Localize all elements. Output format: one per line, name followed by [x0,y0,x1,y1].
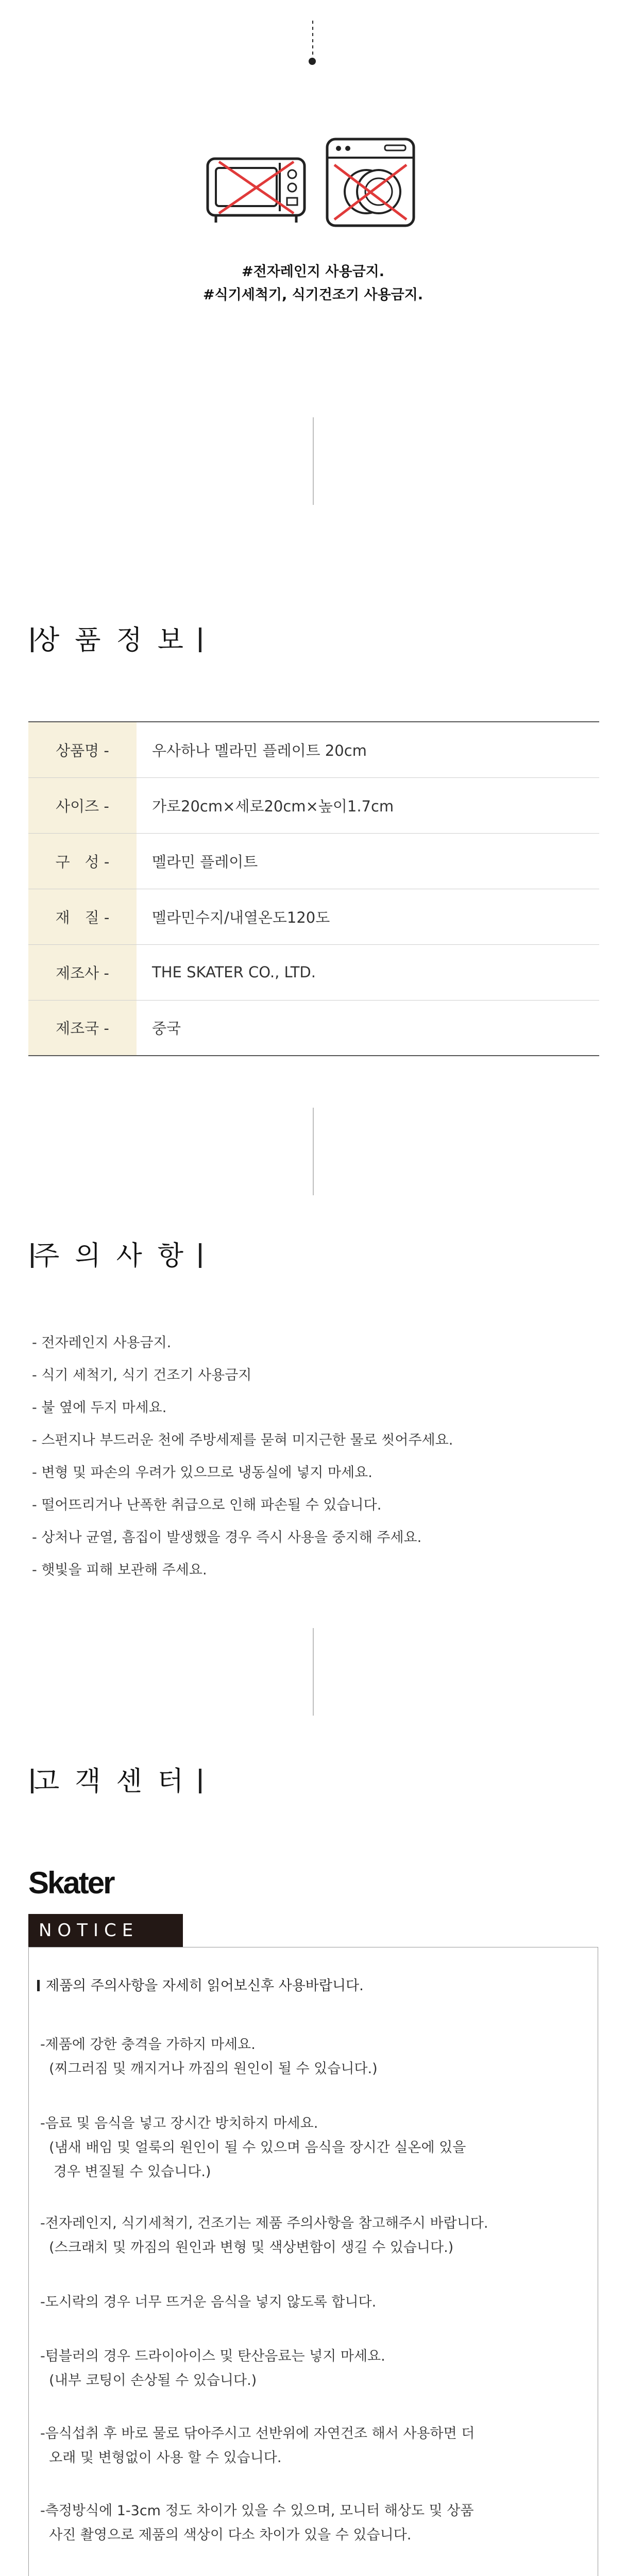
notice-line: -텀블러의 경우 드라이아이스 및 탄산음료는 넣지 마세요. [40,2348,385,2364]
notice-paragraph [40,2290,586,2314]
notice-tab: NOTICE [28,1914,183,1947]
warning-microwave: #전자레인지 사용금지. [241,264,385,280]
list-item: - 전자레인지 사용금지. [32,1335,172,1351]
list-item: - 햇빛을 피해 보관해 주세요. [32,1562,207,1578]
manufacturer-value: THE SKATER CO., LTD. [137,944,599,1000]
section-divider-line [313,417,314,505]
list-item: - 떨어뜨리거나 난폭한 취급으로 인해 파손될 수 있습니다. [32,1497,382,1513]
material-value: 멜라민수지/내열온도120도 [137,889,599,944]
notice-paragraph [40,2421,586,2470]
notice-line: -음료 및 음식을 넣고 장시간 방치하지 마세요. [40,2115,318,2131]
table-row [28,944,599,1000]
list-item: - 변형 및 파손의 우려가 있으므로 냉동실에 넣지 마세요. [32,1465,373,1481]
product-info-heading [31,618,201,657]
notice-line: (스크래치 및 까짐의 원인과 변형 및 색상변함이 생길 수 있습니다.) [40,2240,454,2256]
notice-line: -음식섭취 후 바로 물로 닦아주시고 선반위에 자연건조 해서 사용하면 더 [40,2426,475,2442]
notice-line: 경우 변질될 수 있습니다.) [40,2164,211,2180]
skater-logo: Skater [28,1866,114,1900]
list-item: - 식기 세척기, 식기 건조기 사용금지 [32,1367,252,1383]
caution-title: 주의사항 [33,1241,199,1272]
notice-paragraph [40,2032,586,2081]
microwave-prohibited-icon [208,159,304,223]
product-name-value: 우사하나 멜라민 플레이트 20cm [137,722,599,777]
table-row [28,777,599,833]
customer-center-heading [31,1759,201,1798]
origin-value: 중국 [137,1000,599,1056]
notice-paragraph [40,2211,586,2260]
table-row [28,722,599,777]
table-row [28,1000,599,1056]
notice-line: -전자레인지, 식기세척기, 건조기는 제품 주의사항을 참고해주시 바랍니다. [40,2215,488,2231]
manufacturer-label: 제조사 - [28,944,137,1000]
caution-heading [31,1234,201,1273]
size-label: 사이즈 - [28,777,137,833]
section-divider-line [313,1108,314,1195]
product-info-table [28,721,599,1056]
table-row [28,889,599,944]
product-name-label: 상품명 - [28,722,137,777]
notice-line: -측정방식에 1-3cm 정도 차이가 있을 수 있으며, 모니터 해상도 및 상품 [40,2503,474,2519]
notice-paragraph [40,2344,586,2393]
notice-line: 사진 촬영으로 제품의 색상이 다소 차이가 있을 수 있습니다. [40,2527,412,2543]
customer-center-title: 고객센터 [33,1766,199,1797]
composition-value: 멜라민 플레이트 [137,833,599,889]
heading-bar-right [199,628,201,652]
size-value: 가로20cm×세로20cm×높이1.7cm [137,777,599,833]
dishwasher-prohibited-icon [327,139,414,226]
origin-label: 제조국 - [28,1000,137,1056]
notice-line: -도시락의 경우 너무 뜨거운 음식을 넣지 않도록 합니다. [40,2294,377,2310]
connector-dot [309,58,316,65]
list-item: - 스펀지나 부드러운 천에 주방세제를 묻혀 미지근한 물로 씻어주세요. [32,1432,453,1448]
heading-bar-right [199,1769,201,1793]
notice-paragraph [40,2499,586,2547]
notice-paragraph [40,2111,586,2184]
notice-line: (찌그러짐 및 깨지거나 까짐의 원인이 될 수 있습니다.) [40,2061,378,2077]
notice-line: (내부 코팅이 손상될 수 있습니다.) [40,2372,257,2388]
list-item: - 상처나 균열, 흠집이 발생했을 경우 즉시 사용을 중지해 주세요. [32,1530,422,1546]
notice-header-text: 제품의 주의사항을 자세히 읽어보신후 사용바랍니다. [46,1978,364,1994]
notice-marker [37,1980,40,1991]
material-label: 재 질 - [28,889,137,944]
heading-bar-right [199,1243,201,1268]
table-row [28,833,599,889]
notice-line: 오래 및 변형없이 사용 할 수 있습니다. [40,2450,282,2466]
warning-dishwasher: #식기세척기, 식기건조기 사용금지. [202,287,424,303]
composition-label: 구 성 - [28,833,137,889]
notice-line: -제품에 강한 충격을 가하지 마세요. [40,2037,256,2053]
notice-line: (냄새 배임 및 얼룩의 원인이 될 수 있으며 음식을 장시간 실온에 있을 [40,2140,466,2156]
section-divider-line [313,1628,314,1716]
caution-list [32,1327,599,1586]
product-info-title: 상품정보 [33,625,199,656]
notice-header [37,1974,364,1994]
prohibition-icons [204,134,422,232]
list-item: - 불 옆에 두지 마세요. [32,1400,167,1416]
